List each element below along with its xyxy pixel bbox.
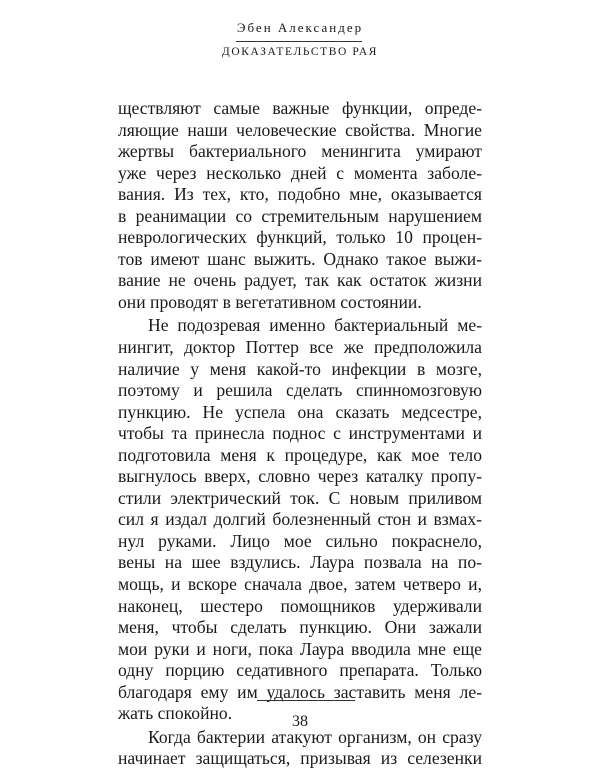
text-line: вания. Из тех, кто, подобно мне, оказывается	[118, 184, 482, 205]
text-line: Когда бактерии атакуют организм, он сразу	[148, 726, 482, 747]
running-header-title: ДОКАЗАТЕЛЬСТВО РАЯ	[221, 46, 379, 58]
text-line: меня, чтобы сделать пункцию. Они зажали	[118, 617, 482, 638]
footer-divider	[257, 700, 355, 701]
text-line: Не подозревая именно бактериальный ме-	[148, 315, 482, 336]
text-line: жать спокойно.	[118, 703, 233, 724]
text-line: благодаря ему им удалось заставить меня ле-	[118, 681, 482, 702]
text-line: они проводят в вегетативном состоянии.	[118, 291, 422, 312]
text-line: ляющие наши человеческие свойства. Многие	[118, 119, 482, 140]
text-line: мощь, и вскоре сначала двое, затем четверо и,	[118, 574, 482, 595]
text-line: сил я издал долгий болезненный стон и взмах-	[118, 509, 482, 530]
text-line: наконец, шестеро помощников удерживали	[118, 595, 482, 616]
text-line: начинает защищаться, призывая из селезенки	[118, 748, 482, 769]
running-header-author: Эбен Александер	[236, 20, 364, 35]
text-line: наличие у меня какой-то инфекции в мозге,	[118, 358, 482, 379]
text-line: в реанимации со стремительным нарушением	[118, 205, 482, 226]
text-line: пункцию. Не успела она сказать медсестре,	[118, 401, 482, 422]
text-line: мои руки и ноги, пока Лаура вводила мне еще	[118, 638, 482, 659]
page-body-text	[118, 98, 482, 770]
text-line: нингит, доктор Поттер все же предположила	[118, 337, 482, 358]
page-number: 38	[292, 713, 308, 730]
text-line: ществляют самые важные функции, опреде-	[118, 98, 482, 118]
header-divider	[236, 41, 362, 42]
text-line: тов имеют шанс выжить. Однако такое выжи-	[118, 248, 482, 269]
text-line: вание не очень радует, так как остаток жизни	[118, 270, 482, 291]
text-line: выгнулось вверх, словно через каталку пропу-	[118, 466, 482, 487]
text-line: подготовила меня к процедуре, как мое тело	[118, 444, 482, 465]
text-line: стили электрический ток. С новым приливом	[118, 487, 482, 508]
text-line: одну порцию седативного препарата. Только	[118, 660, 482, 681]
text-line: вены на шее вздулись. Лаура позвала на по-	[118, 552, 482, 573]
text-line: уже через несколько дней с момента заболе-	[118, 162, 482, 183]
text-line: чтобы та принесла поднос с инструментами и	[118, 423, 482, 444]
text-line: нул руками. Лицо мое сильно покраснело,	[118, 530, 482, 551]
text-line: неврологических функций, только 10 процен-	[118, 227, 482, 248]
text-line: поэтому и решила сделать спинномозговую	[118, 380, 482, 401]
text-line: жертвы бактериального менингита умирают	[118, 141, 482, 162]
